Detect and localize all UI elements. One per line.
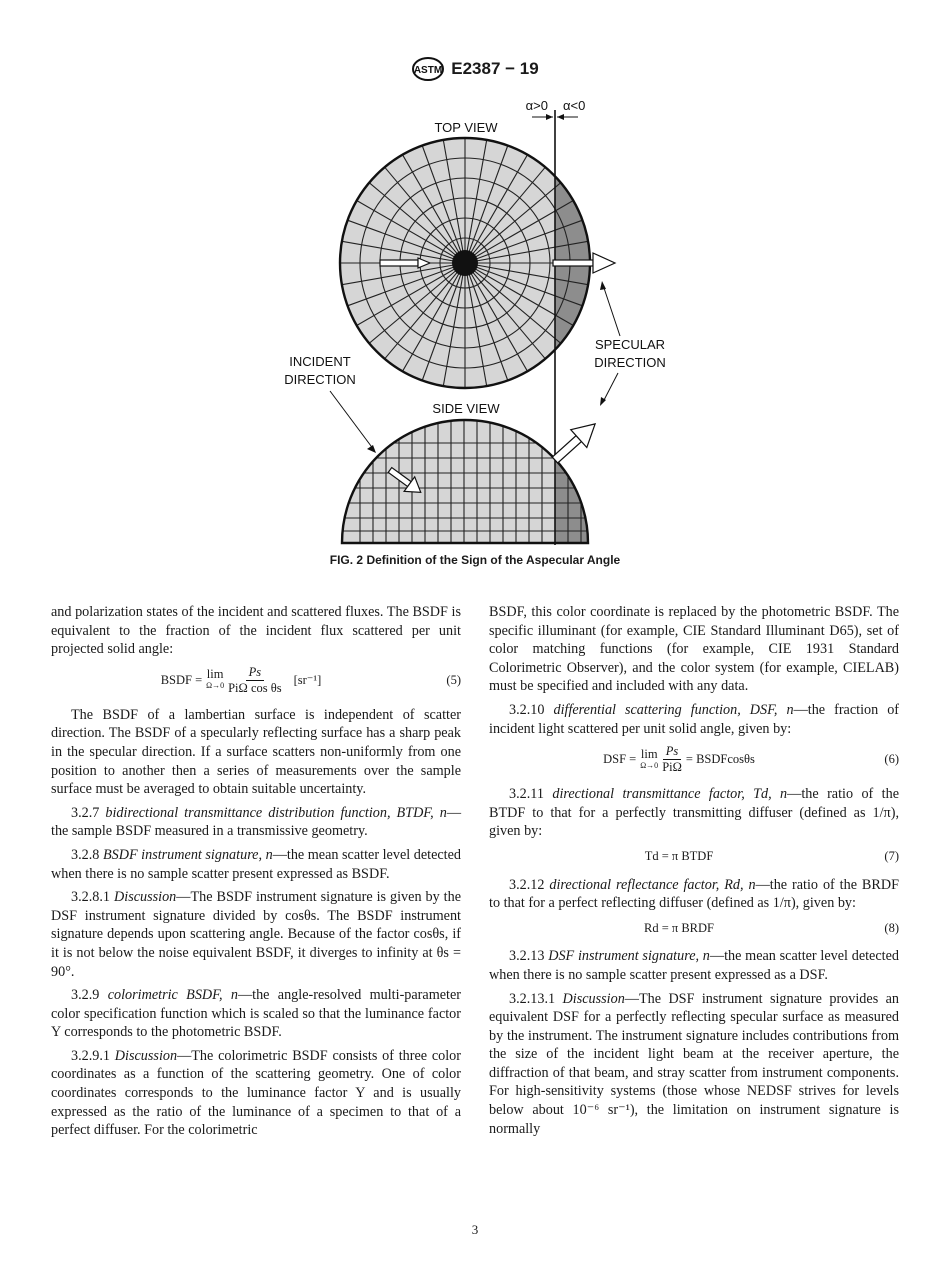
- figure-diagram: [270, 90, 690, 550]
- incident-pointer-arrowhead-icon: [367, 445, 376, 453]
- page-number: 3: [471, 1222, 479, 1237]
- eq6-rhs: = BSDFcosθs: [685, 752, 755, 767]
- definition-3-2-7: 3.2.7 bidirectional transmittance distribution function, BTDF, n—the sample BSDF measured in a transmissive geometry.: [51, 804, 461, 840]
- label-specular-2: DIRECTION: [594, 355, 666, 370]
- label-alpha-negative: α<0: [563, 98, 586, 113]
- paragraph: BSDF, this color coordinate is replaced by the photometric BSDF. The specific illuminant (for example, CIE Standard Illuminant D65), set of color matching functions (for example, CIE 1931 Standard Colorimetric Observer), and the color system (for example, CIELAB) must be specified and included with any data.: [489, 604, 899, 695]
- definition-3-2-13: 3.2.13 DSF instrument signature, n—the mean scatter level detected when there is no sample scatter present expressed as a DSF.: [489, 948, 899, 983]
- eq6-lhs: DSF =: [603, 752, 637, 767]
- paragraph: and polarization states of the incident and scattered fluxes. The BSDF is equivalent to the fraction of the incident flux scattered per unit projected solid angle:: [51, 604, 461, 658]
- standard-code: E2387 − 19: [451, 59, 539, 78]
- left-column: [51, 603, 461, 1145]
- alpha-arrowhead-left-icon: [546, 114, 553, 120]
- eq5-unit: [sr⁻¹]: [293, 672, 322, 687]
- page-header: [0, 56, 950, 87]
- incident-pointer-line: [330, 391, 374, 450]
- eq8-body: Rd = π BRDF: [644, 920, 714, 935]
- eq5-numerator: Ps: [246, 665, 265, 681]
- specular-pointer-line-side: [603, 373, 618, 402]
- specular-pointer-arrowhead-top-icon: [600, 281, 606, 290]
- eq7-body: Td = π BTDF: [644, 848, 714, 863]
- astm-logo-text: ASTM: [414, 65, 443, 76]
- label-specular-1: SPECULAR: [594, 337, 666, 352]
- definition-3-2-8: 3.2.8 BSDF instrument signature, n—the mean scatter level detected when there is no sample scatter present expressed as BSDF.: [51, 846, 462, 882]
- definition-3-2-9: 3.2.9 colorimetric BSDF, n—the angle-resolved multi-parameter color specification function which is scaled so that the luminance factor Y corresponds to the photometric BSDF.: [51, 987, 462, 1041]
- eq6-lim: lim: [640, 746, 658, 761]
- discussion-3-2-8-1: 3.2.8.1 Discussion—The BSDF instrument signature is given by the DSF instrument signature divided by cosθs. The BSDF instrument signature depends upon scattering angle. Because of the factor cosθs, if it is not below the noise equivalent BSDF, it diverges to infinity at θs = 90°.: [51, 889, 462, 980]
- definition-3-2-11: 3.2.11 directional transmittance factor, Td, n—the ratio of the BTDF to that for a perfectly transmitting diffuser (defined as 1/π), given by:: [489, 786, 899, 840]
- eq5-denominator: PiΩ cos θs: [228, 680, 282, 695]
- eq5-number: (5): [446, 672, 461, 687]
- equation-6: [489, 744, 899, 775]
- label-side-view: SIDE VIEW: [432, 401, 500, 416]
- alpha-arrowhead-right-icon: [557, 114, 564, 120]
- eq5-limsub: Ω→0: [206, 681, 225, 691]
- discussion-3-2-13-1: 3.2.13.1 Discussion—The DSF instrument signature provides an equivalent DSF for a perfectly reflecting specular surface as measured by the instrument. The instrument signature includes contributions from the size of the incident light beam at the receiver aperture, the diffraction of that beam, and stray scatter from instrument components. For high-sensitivity systems (those whose NEDSF strives for levels below about 10⁻⁶ sr⁻¹), the limitation on instrument signature is normally: [489, 990, 900, 1137]
- eq6-numerator: Ps: [663, 744, 682, 760]
- right-column: [489, 603, 899, 1143]
- definition-3-2-10: 3.2.10 differential scattering function, DSF, n—the fraction of incident light scattered per unit solid angle, given by:: [489, 701, 900, 737]
- equation-7: [489, 847, 899, 866]
- label-incident-2: DIRECTION: [284, 372, 356, 387]
- label-incident-1: INCIDENT: [289, 354, 351, 369]
- astm-logo-icon: [411, 56, 445, 82]
- eq6-denominator: PiΩ: [662, 760, 682, 775]
- eq8-number: (8): [884, 920, 899, 935]
- paragraph: The BSDF of a lambertian surface is independent of scatter direction. The BSDF of a specularly reflecting surface has a sharp peak in the specular direction. If a surface scatters non-uniformly from one position to another then a series of measurements over the sample surface must be averaged to obtain suitable uncertainty.: [51, 706, 461, 798]
- label-top-view: TOP VIEW: [434, 120, 498, 135]
- eq5-lhs: BSDF =: [160, 672, 203, 687]
- eq6-limsub: Ω→0: [640, 760, 659, 770]
- discussion-3-2-9-1: 3.2.9.1 Discussion—The colorimetric BSDF consists of three color coordinates as a function of the scattering geometry. One of color coordinates corresponds to the luminance factor Y and is usually expressed as the ratio of the luminance of a specimen to that of a perfect diffuser. For the colorimetric: [51, 1047, 462, 1139]
- figure-caption: FIG. 2 Definition of the Sign of the Aspecular Angle: [329, 553, 621, 567]
- specular-pointer-line-top: [603, 285, 620, 336]
- equation-5: [51, 665, 461, 696]
- side-view-hemisphere: [342, 420, 678, 543]
- label-alpha-positive: α>0: [525, 98, 548, 113]
- eq6-number: (6): [884, 752, 899, 767]
- definition-3-2-12: 3.2.12 directional reflectance factor, Rd, n—the ratio of the BRDF to that for a perfect reflecting diffuser (defined as 1/π), given by:: [489, 876, 899, 912]
- incident-arrow-top-icon: [380, 258, 430, 268]
- eq7-number: (7): [884, 848, 899, 863]
- equation-8: [489, 919, 899, 938]
- eq5-lim: lim: [206, 667, 224, 682]
